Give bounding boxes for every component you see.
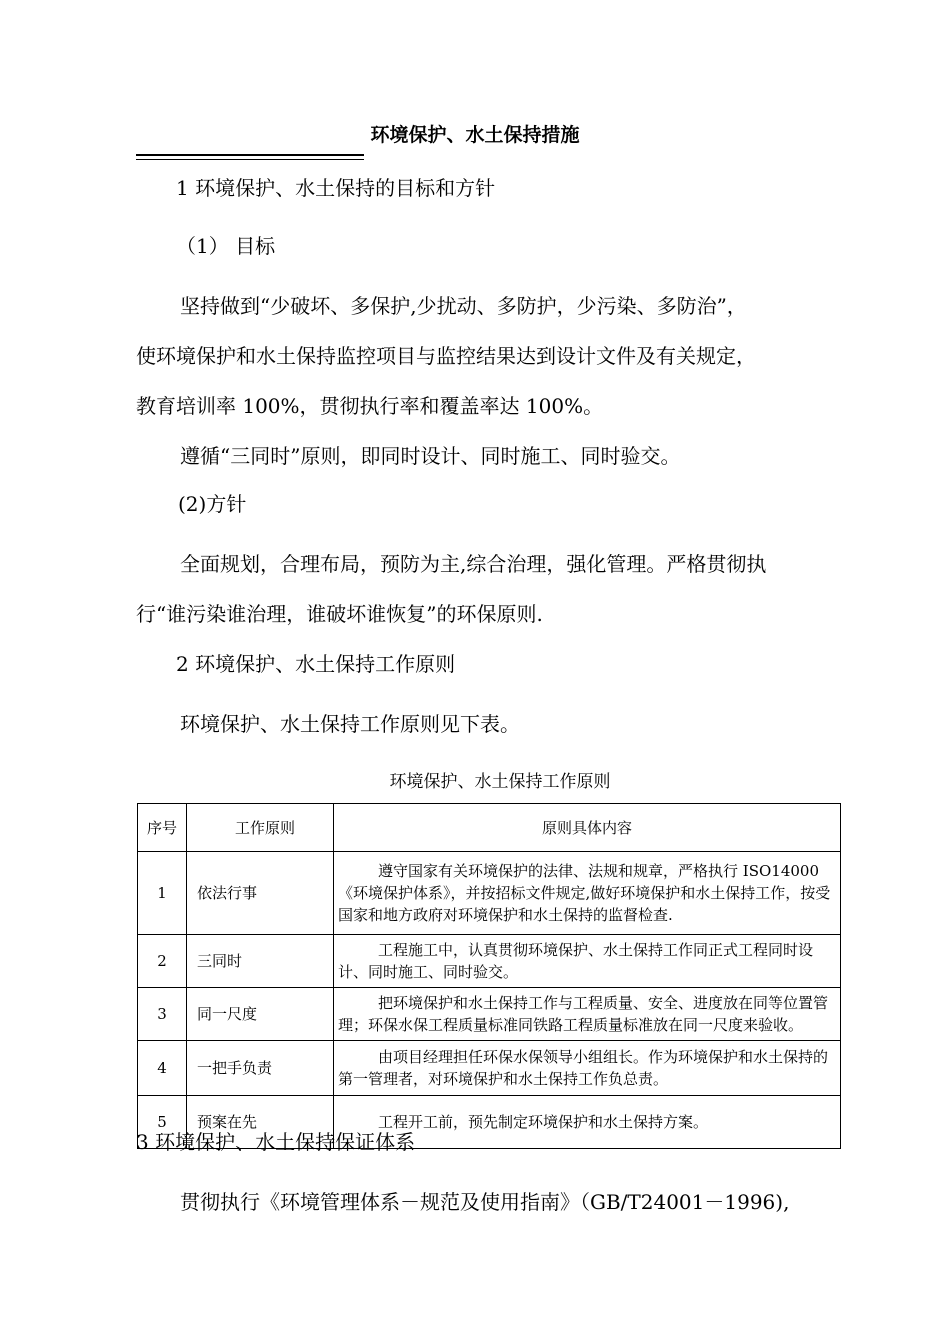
row-content: 遵守国家有关环境保护的法律、法规和规章，严格执行 ISO14000《环境保护体系》，并按招标文件规定,做好环境保护和水土保持工作，按受国家和地方政府对环境保护和水土保持的监督检查. bbox=[334, 852, 841, 935]
row-principle: 依法行事 bbox=[187, 852, 334, 935]
table-row bbox=[138, 988, 841, 1041]
row-principle: 三同时 bbox=[187, 935, 334, 988]
section2-intro: 环境保护、水土保持工作原则见下表。 bbox=[180, 712, 520, 736]
goal-line-2: 使环境保护和水土保持监控项目与监控结果达到设计文件及有关规定， bbox=[136, 344, 756, 368]
table-row bbox=[138, 1041, 841, 1096]
row-principle: 同一尺度 bbox=[187, 988, 334, 1041]
goal-line-4: 遵循“三同时”原则，即同时设计、同时施工、同时验交。 bbox=[180, 444, 681, 468]
table-caption: 环境保护、水土保持工作原则 bbox=[389, 772, 611, 792]
section3-line-1: 贯彻执行《环境管理体系－规范及使用指南》（GB/T24001－1996), bbox=[180, 1190, 790, 1214]
table-row bbox=[138, 852, 841, 935]
row-content: 由项目经理担任环保水保领导小组组长。作为环境保护和水土保持的第一管理者，对环境保护和水土保持工作负总责。 bbox=[334, 1041, 841, 1096]
sub1-heading: （1） 目标 bbox=[176, 234, 276, 258]
table-header-row bbox=[138, 804, 841, 852]
policy-line-1: 全面规划，合理布局，预防为主,综合治理，强化管理。严格贯彻执 bbox=[180, 552, 767, 576]
row-num: 2 bbox=[138, 935, 187, 988]
principles-table bbox=[137, 803, 841, 1149]
sub2-heading: (2)方针 bbox=[178, 492, 247, 516]
title-rule-thin bbox=[136, 159, 364, 160]
table-row bbox=[138, 935, 841, 988]
row-content: 工程施工中，认真贯彻环境保护、水土保持工作同正式工程同时设计、同时施工、同时验交。 bbox=[334, 935, 841, 988]
row-num: 5 bbox=[138, 1096, 187, 1149]
row-content: 把环境保护和水土保持工作与工程质量、安全、进度放在同等位置管理；环保水保工程质量标准同铁路工程质量标准放在同一尺度来验收。 bbox=[334, 988, 841, 1041]
section3-heading: 3 环境保护、水土保持保证体系 bbox=[136, 1130, 416, 1154]
row-num: 1 bbox=[138, 852, 187, 935]
header-num: 序号 bbox=[138, 804, 187, 852]
row-num: 4 bbox=[138, 1041, 187, 1096]
header-content: 原则具体内容 bbox=[334, 804, 841, 852]
section1-heading: 1 环境保护、水土保持的目标和方针 bbox=[176, 176, 496, 200]
title-rule-thick bbox=[136, 154, 364, 156]
header-principle: 工作原则 bbox=[187, 804, 334, 852]
goal-line-1: 坚持做到“少破坏、多保护,少扰动、多防护，少污染、多防治”， bbox=[180, 294, 747, 318]
page-title: 环境保护、水土保持措施 bbox=[370, 124, 580, 146]
row-principle: 预案在先 bbox=[187, 1096, 334, 1149]
goal-line-3: 教育培训率 100%，贯彻执行率和覆盖率达 100%。 bbox=[136, 394, 604, 418]
section2-heading: 2 环境保护、水土保持工作原则 bbox=[176, 652, 456, 676]
row-num: 3 bbox=[138, 988, 187, 1041]
row-principle: 一把手负责 bbox=[187, 1041, 334, 1096]
row-content: 工程开工前，预先制定环境保护和水土保持方案。 bbox=[334, 1096, 841, 1149]
policy-line-2: 行“谁污染谁治理，谁破坏谁恢复”的环保原则. bbox=[136, 602, 543, 626]
